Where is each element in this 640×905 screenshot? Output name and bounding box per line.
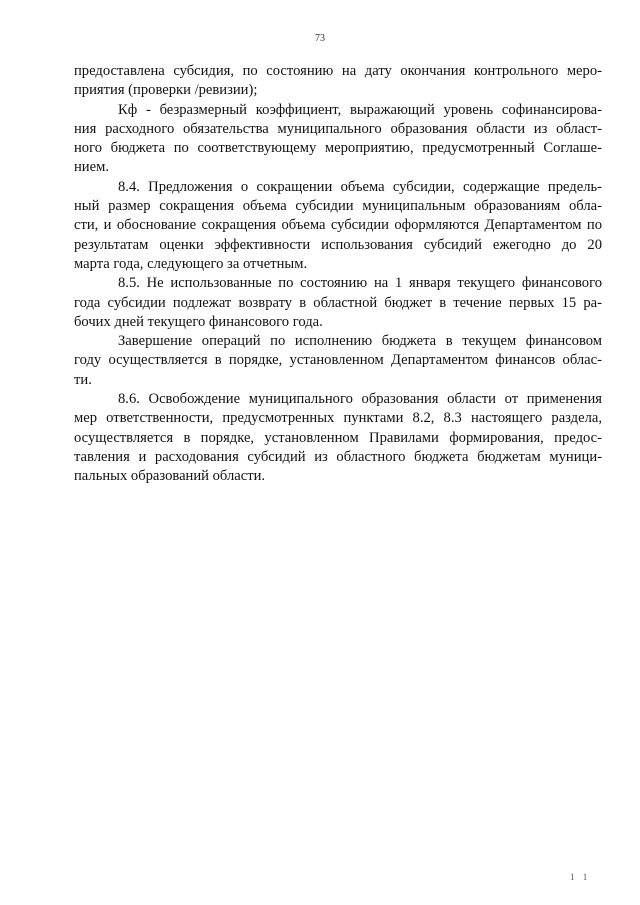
text-line: результатам оценки эффективности использования субсидий ежегодно до 20 <box>74 236 602 253</box>
text-line: мер ответственности, предусмотренных пунктами 8.2, 8.3 настоящего раздела, <box>74 410 602 427</box>
text-line: бочих дней текущего финансового года. <box>74 313 323 330</box>
text-line: 8.5. Не использованные по состоянию на 1 января текущего финансового <box>118 275 602 292</box>
text-line: Завершение операций по исполнению бюджета в текущем финансовом <box>118 333 602 350</box>
footer-mark: 1 1 <box>570 872 591 882</box>
document-body <box>74 62 602 487</box>
text-line: ного бюджета по соответствующему мероприятию, предусмотренный Соглаше- <box>74 140 602 157</box>
text-line: 8.4. Предложения о сокращении объема субсидии, содержащие предель- <box>118 178 602 195</box>
text-line: марта года, следующего за отчетным. <box>74 255 308 272</box>
text-line: году осуществляется в порядке, установленном Департаментом финансов облас- <box>74 352 602 369</box>
text-line: года субсидии подлежат возврату в областной бюджет в течение первых 15 ра- <box>74 294 602 311</box>
text-line: Кф - безразмерный коэффициент, выражающий уровень софинансирова- <box>118 101 602 118</box>
text-line: приятия (проверки /ревизии); <box>74 82 258 99</box>
text-line: ти. <box>74 371 92 388</box>
text-line: пальных образований области. <box>74 468 266 485</box>
text-line: сти, и обоснование сокращения объема субсидии оформляются Департаментом по <box>74 217 602 234</box>
page-number: 73 <box>315 33 325 44</box>
text-line: 8.6. Освобождение муниципального образования области от применения <box>118 391 602 408</box>
text-line: ния расходного обязательства муниципального образования области из област- <box>74 120 602 137</box>
text-line: ный размер сокращения объема субсидии муниципальным образованиям обла- <box>74 198 602 215</box>
text-line: нием. <box>74 159 109 176</box>
text-line: тавления и расходования субсидий из областного бюджета бюджетам муници- <box>74 448 602 465</box>
text-line: предоставлена субсидия, по состоянию на дату окончания контрольного меро- <box>74 63 602 79</box>
text-line: осуществляется в порядке, установленном Правилами формирования, предос- <box>74 429 602 446</box>
